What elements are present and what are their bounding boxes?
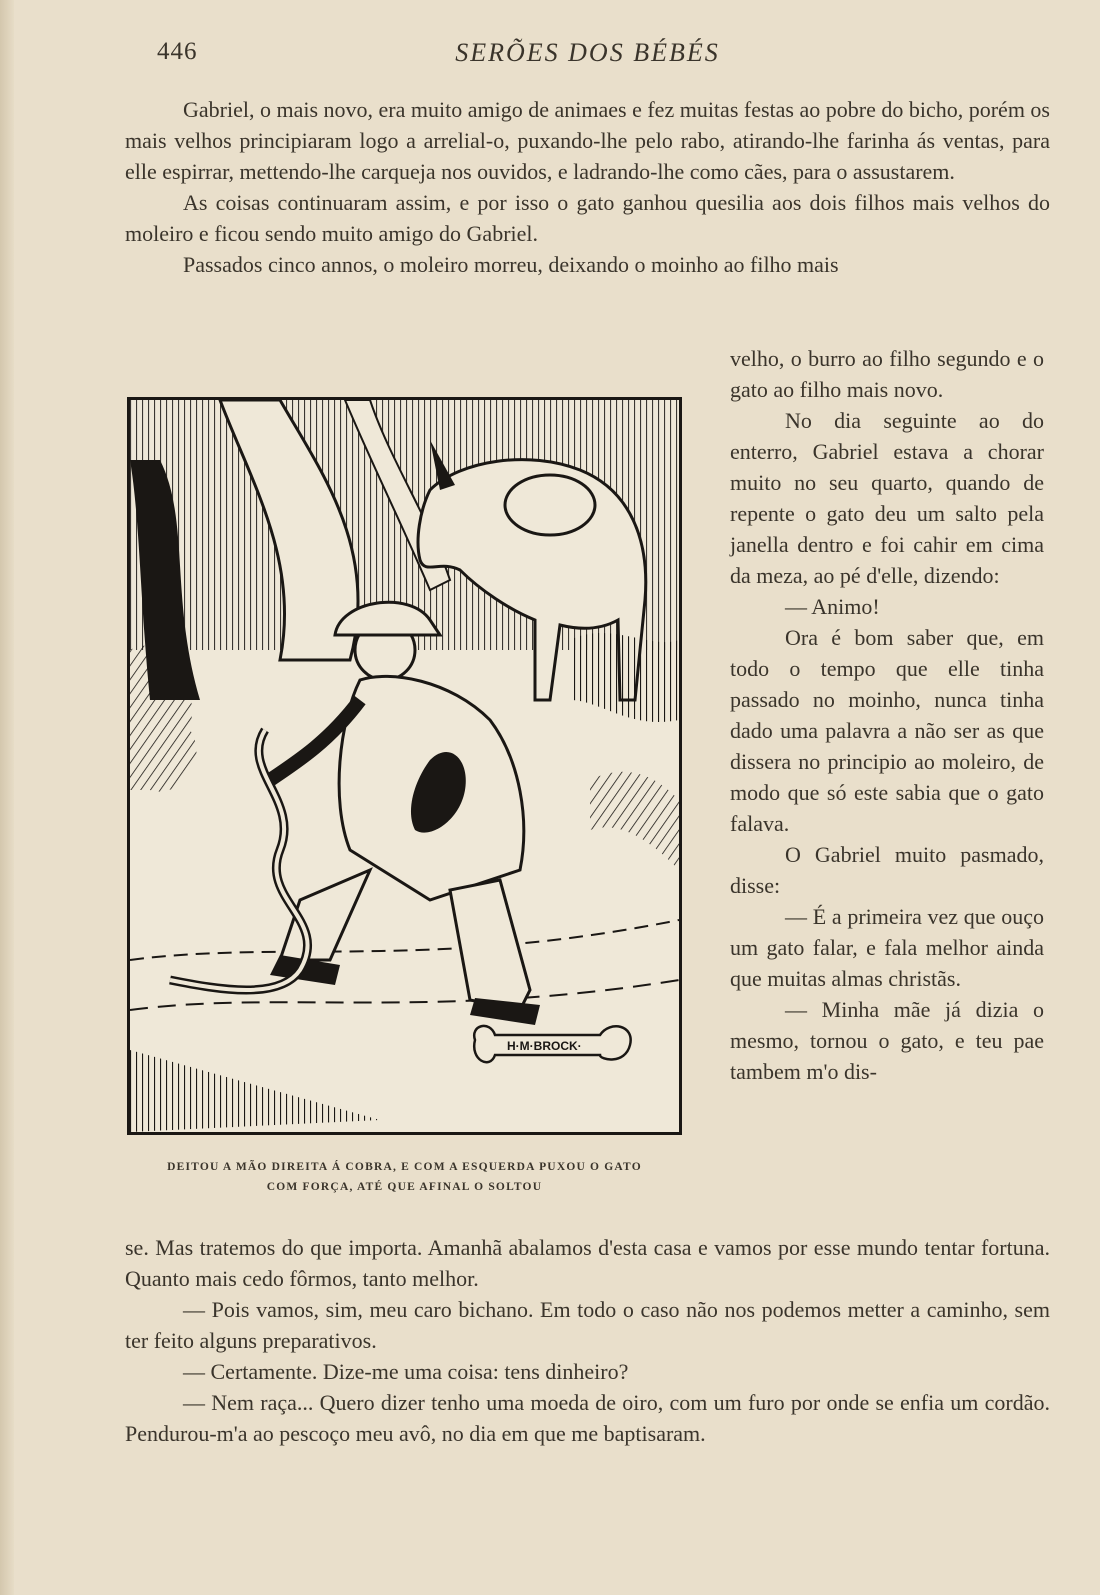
paragraph: As coisas continuaram assim, e por isso o gato ganhou quesilia aos dois filhos mais velhos do moleiro e ficou sendo muito amigo do Gabriel. [125, 190, 1050, 246]
paragraph: — Animo! [785, 594, 880, 619]
paragraph: velho, o burro ao filho segundo e o gato ao filho mais novo. [730, 346, 1044, 402]
page-edge [0, 0, 14, 1595]
illustration-signature: H·M·BROCK· [507, 1039, 582, 1053]
paragraph: No dia seguinte ao do enterro, Gabriel estava a chorar muito no seu quarto, quando de repente o gato deu um salto pela janella dentro e foi cahir em cima da meza, ao pé d'elle, dizendo: [730, 408, 1044, 588]
engraving-drawing [130, 400, 679, 1132]
paragraph: se. Mas tratemos do que importa. Amanhã abalamos d'esta casa e vamos por esse mundo tentar fortuna. Quanto mais cedo fôrmos, tanto melhor. [125, 1235, 1050, 1291]
illustration [127, 397, 682, 1135]
paragraph: — Pois vamos, sim, meu caro bichano. Em todo o caso não nos podemos metter a caminho, sem ter feito alguns preparativos. [125, 1297, 1050, 1353]
caption-line: COM FORÇA, ATÉ QUE AFINAL O SOLTOU [266, 1181, 543, 1193]
body-text-bottom [125, 1232, 1050, 1449]
side-column-text [730, 343, 1044, 1087]
paragraph: — Certamente. Dize-me uma coisa: tens dinheiro? [183, 1359, 629, 1384]
page-header [125, 38, 1050, 72]
paragraph: O Gabriel muito pasmado, disse: [730, 842, 1044, 898]
paragraph: Ora é bom saber que, em todo o tempo que elle tinha passado no moinho, nunca tinha dado uma palavra a não ser as que dissera no principio ao moleiro, de modo que só este sabia que o gato falava. [730, 625, 1044, 836]
paragraph: — Minha mãe já dizia o mesmo, tornou o gato, e teu pae tambem m'o dis- [730, 997, 1044, 1084]
paragraph: — É a primeira vez que ouço um gato falar, e fala melhor ainda que muitas almas christãs. [730, 904, 1044, 991]
caption-line: DEITOU A MÃO DIREITA Á COBRA, E COM A ESQUERDA PUXOU O GATO [167, 1161, 642, 1173]
body-text-top [125, 94, 1050, 280]
running-title: SERÕES DOS BÉBÉS [455, 38, 720, 67]
paragraph: Gabriel, o mais novo, era muito amigo de animaes e fez muitas festas ao pobre do bicho, porém os mais velhos principiaram logo a arrelial-o, puxando-lhe pelo rabo, atirando-lhe farinha ás ventas, para elle espirrar, mettendo-lhe carqueja nos ouvidos, e ladrando-lhe como cães, para o assustarem. [125, 97, 1050, 184]
paragraph: — Nem raça... Quero dizer tenho uma moeda de oiro, com um furo por onde se enfia um cordão. Pendurou-m'a ao pescoço meu avô, no dia em que me baptisaram. [125, 1390, 1050, 1446]
page-number: 446 [157, 38, 198, 65]
illustration-caption [127, 1157, 682, 1197]
paragraph: Passados cinco annos, o moleiro morreu, deixando o moinho ao filho mais [183, 252, 839, 277]
